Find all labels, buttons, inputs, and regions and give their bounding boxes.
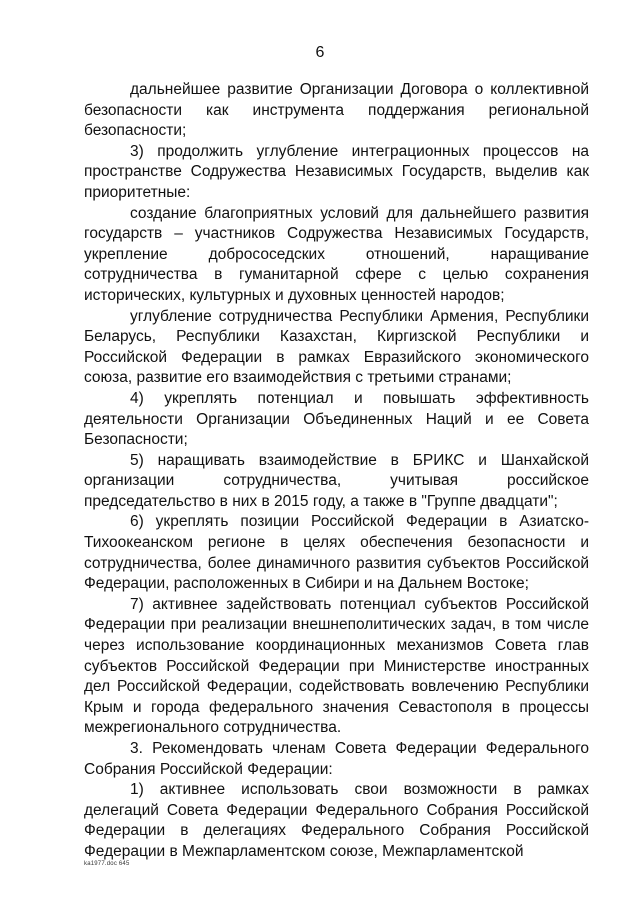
footer-file-reference: ka1977.doc 645	[84, 861, 130, 867]
paragraph-eaeu-cooperation: углубление сотрудничества Республики Армения, Республики Беларусь, Республики Казахстан, Киргизской Республики и Российской Федерации в рамках Евразийского экономического союза, развитие его взаимодействия с третьими странами;	[84, 307, 589, 387]
paragraph-csto-continuation: дальнейшее развитие Организации Договора о коллективной безопасности как инструмента поддержания региональной безопасности;	[84, 81, 589, 140]
paragraph-section-3-item-1: 1) активнее использовать свои возможности в рамках делегаций Совета Федерации Федерального Собрания Российской Федерации в делегациях Федерального Собрания Российской Федерации в Межпарламентском союзе, Межпарламентской	[84, 781, 589, 860]
page-number: 6	[315, 44, 325, 61]
paragraph-item-3-cis: 3) продолжить углубление интеграционных процессов на пространстве Содружества Независимых Государств, выделив как приоритетные:	[84, 142, 589, 201]
paragraph-item-7-regions: 7) активнее задействовать потенциал субъектов Российской Федерации при реализации внешнеполитических задач, в том числе через использование координационных механизмов Совета глав субъектов Российской Федерации при Министерстве иностранных дел Российской Федерации, содействовать вовлечению Республики Крым и города федерального значения Севастополя в процессы межрегионального сотрудничества.	[84, 595, 589, 737]
paragraph-item-5-brics: 5) наращивать взаимодействие в БРИКС и Шанхайской организации сотрудничества, учитывая российское председательство в них в 2015 году, а также в "Группе двадцати";	[84, 451, 589, 510]
paragraph-item-4-un: 4) укреплять потенциал и повышать эффективность деятельности Организации Объединенных Наций и ее Совета Безопасности;	[84, 389, 589, 449]
paragraph-section-3-recommend: 3. Рекомендовать членам Совета Федерации Федерального Собрания Российской Федерации:	[84, 740, 589, 778]
paragraph-item-6-asia-pacific: 6) укреплять позиции Российской Федерации в Азиатско-Тихоокеанском регионе в целях обеспечения безопасности и сотрудничества, более динамичного развития субъектов Российской Федерации, расположенных в Сибири и на Дальнем Востоке;	[84, 513, 589, 593]
document-body	[84, 80, 589, 863]
paragraph-favorable-conditions: создание благоприятных условий для дальнейшего развития государств – участников Содружества Независимых Государств, укрепление добрососедских отношений, наращивание сотрудничества в гуманитарной сфере с целью сохранения исторических, культурных и духовных ценностей народов;	[84, 204, 589, 304]
